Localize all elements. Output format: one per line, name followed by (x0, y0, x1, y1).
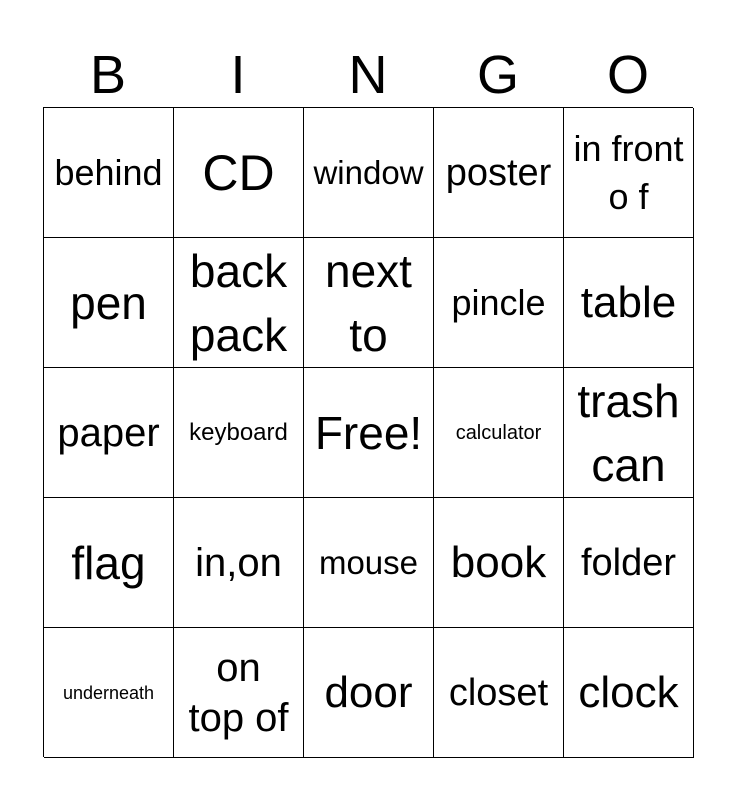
cell-label: book (450, 537, 547, 587)
cell-label: in,on (195, 540, 282, 585)
bingo-cell[interactable] (564, 628, 694, 758)
cell-label: behind (54, 151, 163, 193)
bingo-cell[interactable] (174, 108, 304, 238)
bingo-cell[interactable] (564, 368, 694, 498)
cell-label: trash can (577, 374, 680, 491)
bingo-cell[interactable] (44, 628, 174, 758)
cell-label: CD (202, 144, 275, 201)
cell-label: closet (448, 671, 549, 714)
bingo-cell[interactable] (304, 628, 434, 758)
cell-label: mouse (318, 543, 419, 581)
cell-label: table (580, 277, 677, 327)
free-space-label: Free! (314, 406, 423, 459)
bingo-cell[interactable] (434, 368, 564, 498)
bingo-cell[interactable] (564, 238, 694, 368)
cell-label: in front o f (573, 127, 684, 217)
bingo-cell[interactable] (564, 498, 694, 628)
bingo-cell[interactable] (174, 368, 304, 498)
free-space-cell[interactable] (304, 368, 434, 498)
bingo-header (43, 44, 693, 106)
header-letter-o: O (606, 45, 649, 105)
cell-label: underneath (62, 682, 155, 703)
bingo-cell[interactable] (44, 238, 174, 368)
bingo-cell[interactable] (434, 238, 564, 368)
cell-label: flag (71, 536, 146, 589)
bingo-cell[interactable] (434, 498, 564, 628)
header-letter-i: I (230, 45, 246, 105)
cell-label: clock (578, 667, 679, 717)
cell-label: window (313, 153, 424, 191)
cell-label: folder (580, 541, 677, 584)
bingo-cell[interactable] (44, 368, 174, 498)
cell-label: pen (70, 276, 147, 329)
cell-label: poster (445, 151, 552, 194)
bingo-cell[interactable] (304, 498, 434, 628)
bingo-cell[interactable] (44, 108, 174, 238)
bingo-cell[interactable] (564, 108, 694, 238)
cell-label: on top of (188, 645, 289, 740)
bingo-board (43, 107, 693, 757)
cell-label: pincle (451, 281, 546, 323)
bingo-cell[interactable] (304, 238, 434, 368)
cell-label: door (324, 667, 413, 717)
bingo-cell[interactable] (434, 108, 564, 238)
header-letter-g: G (476, 45, 519, 105)
cell-label: back pack (189, 244, 288, 361)
header-letter-b: B (89, 45, 127, 105)
cell-label: keyboard (189, 418, 288, 446)
header-letter-n: N (348, 45, 388, 105)
bingo-cell[interactable] (434, 628, 564, 758)
bingo-cell[interactable] (304, 108, 434, 238)
bingo-cell[interactable] (44, 498, 174, 628)
bingo-cell[interactable] (174, 498, 304, 628)
bingo-cell[interactable] (174, 628, 304, 758)
cell-label: next to (325, 244, 412, 361)
bingo-cell[interactable] (174, 238, 304, 368)
cell-label: calculator (455, 421, 542, 444)
cell-label: paper (57, 410, 160, 455)
